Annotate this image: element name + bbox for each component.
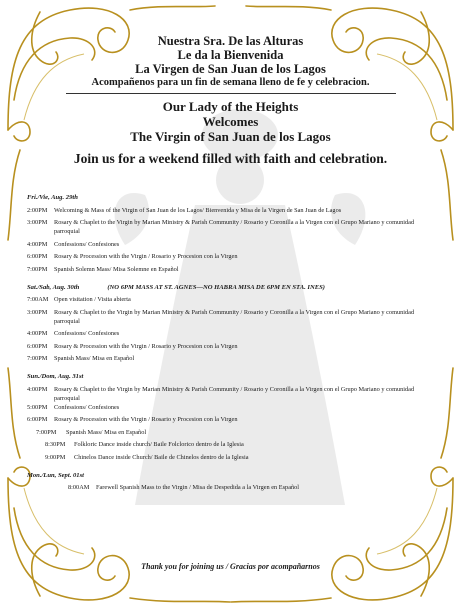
list-item: 7:00AM Open visitation / Visita abierta [27,296,131,303]
list-item: 2:00PM Welcoming & Mass of the Virgin of San Juan de los Lagos/ Bienvenida y Misa de la Virgen de San Juan de Lagos [27,206,342,214]
list-item: 9:00PM Chinelos Dance inside Church/ Baile de Chinelos dentro de la Iglesia [45,453,249,461]
list-item: 8:30PM Folkloric Dance inside church/ Baile Folclorico dentro de la Iglesia [45,441,244,448]
header-divider [66,93,396,94]
saturday-mass-note: (NO 6PM MASS AT ST. AGNES—NO HABRA MISA DE 6PM EN STA. INES) [107,283,325,291]
list-item: 5:00PM Confessions/ Confesiones [27,403,120,411]
title-en-line1: Our Lady of the Heights [162,99,299,114]
join-us-line: Join us for a weekend filled with faith and celebration. [73,151,388,166]
day-heading-monday: Mon./Lun, Sept. 01st [27,471,84,479]
schedule [27,193,437,492]
list-item: 4:00PM Rosary & Chaplet to the Virgin by Marian Ministry & Parish Community / Rosario y Coronilla a la Virgen con el Grupo Mariano y comunidad parroquial [27,385,415,402]
list-item: 6:00PM Rosary & Procession with the Virgin / Rosario y Procesion con la Virgen [27,253,238,260]
list-item: 7:00PM Spanish Mass/ Misa en Español [27,355,135,362]
list-item: 8:00AM Farewell Spanish Mass to the Virgin / Misa de Despedida a la Virgen en Español [68,484,300,491]
title-es-line2: Le da la Bienvenida [177,48,284,62]
list-item: 6:00PM Rosary & Procession with the Virgin / Rosario y Procesion con la Virgen [27,416,238,423]
header [0,34,461,167]
list-item: 7:00PM Spanish Mass/ Misa en Español [36,428,147,436]
title-es-line1: Nuestra Sra. De las Alturas [157,34,304,48]
list-item: 7:00PM Spanish Solemn Mass/ Misa Solemne en Español [27,265,179,273]
day-heading-saturday: Sat./Sab, Aug. 30th (NO 6PM MASS AT ST. AGNES—NO HABRA MISA DE 6PM EN STA. INES) [27,283,325,291]
title-es-line4: Acompañenos para un fin de semana lleno de fe y celebracion. [91,77,370,88]
list-item: 4:00PM Confessions/ Confesiones [27,330,120,337]
title-en-line3: The Virgin of San Juan de los Lagos [130,129,331,144]
title-es-line3: La Virgen de San Juan de los Lagos [135,62,326,76]
title-en-line2: Welcomes [202,114,259,129]
list-item: 3:00PM Rosary & Chaplet to the Virgin by Marian Ministry & Parish Community / Rosario y Coronilla a la Virgen con el Grupo Mariano y comunidad parroquial [27,308,415,325]
list-item: 6:00PM Rosary & Procession with the Virgin / Rosario y Procesion con la Virgen [27,342,238,350]
day-heading-sunday: Sun./Dom, Aug. 31st [27,373,84,380]
thank-you-footer: Thank you for joining us / Gracias por acompañarnos [141,562,320,571]
list-item: 3:00PM Rosary & Chaplet to the Virgin by Marian Ministry & Parish Community / Rosario y Coronilla a la Virgen con el Grupo Mariano y comunidad parroquial [27,219,415,235]
day-heading-friday: Fri./Vie, Aug. 29th [27,194,78,201]
list-item: 4:00PM Confessions/ Confesiones [27,240,120,248]
